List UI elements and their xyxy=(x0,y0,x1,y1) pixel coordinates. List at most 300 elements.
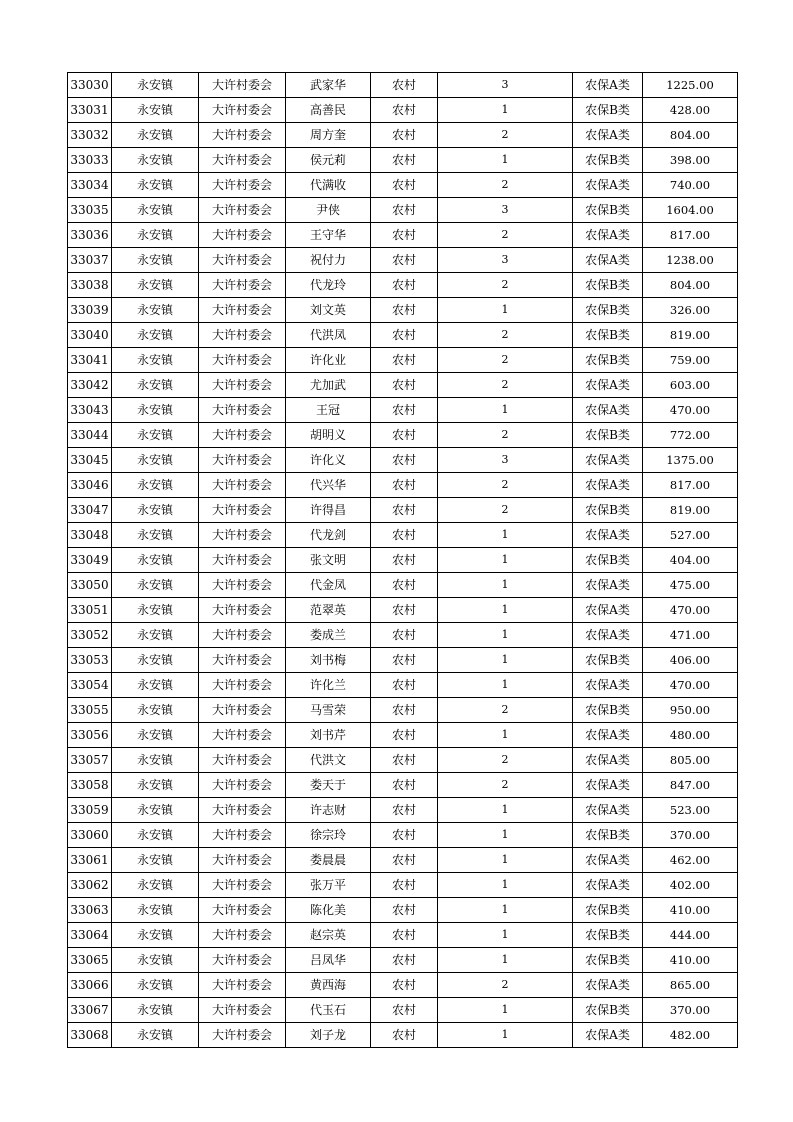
amount-cell: 740.00 xyxy=(643,173,738,198)
record-id-cell: 33065 xyxy=(68,948,112,973)
table-row xyxy=(68,98,738,123)
village-cell: 大许村委会 xyxy=(199,598,286,623)
name-cell: 许化兰 xyxy=(286,673,371,698)
amount-cell: 410.00 xyxy=(643,898,738,923)
category-cell: 农保B类 xyxy=(573,823,643,848)
table-row xyxy=(68,198,738,223)
category-cell: 农保A类 xyxy=(573,523,643,548)
amount-cell: 819.00 xyxy=(643,498,738,523)
count-cell: 1 xyxy=(438,948,573,973)
name-cell: 代洪凤 xyxy=(286,323,371,348)
area-type-cell: 农村 xyxy=(371,273,438,298)
town-cell: 永安镇 xyxy=(112,223,199,248)
record-id-cell: 33035 xyxy=(68,198,112,223)
town-cell: 永安镇 xyxy=(112,373,199,398)
table-row xyxy=(68,623,738,648)
table-row xyxy=(68,773,738,798)
village-cell: 大许村委会 xyxy=(199,273,286,298)
category-cell: 农保A类 xyxy=(573,373,643,398)
name-cell: 尤加武 xyxy=(286,373,371,398)
village-cell: 大许村委会 xyxy=(199,873,286,898)
category-cell: 农保B类 xyxy=(573,898,643,923)
area-type-cell: 农村 xyxy=(371,248,438,273)
record-id-cell: 33033 xyxy=(68,148,112,173)
record-id-cell: 33056 xyxy=(68,723,112,748)
name-cell: 刘子龙 xyxy=(286,1023,371,1048)
record-id-cell: 33067 xyxy=(68,998,112,1023)
table-row xyxy=(68,348,738,373)
area-type-cell: 农村 xyxy=(371,473,438,498)
table-row xyxy=(68,223,738,248)
record-id-cell: 33049 xyxy=(68,548,112,573)
count-cell: 2 xyxy=(438,173,573,198)
table-row xyxy=(68,748,738,773)
amount-cell: 370.00 xyxy=(643,823,738,848)
category-cell: 农保A类 xyxy=(573,398,643,423)
area-type-cell: 农村 xyxy=(371,598,438,623)
count-cell: 1 xyxy=(438,873,573,898)
name-cell: 刘书梅 xyxy=(286,648,371,673)
category-cell: 农保A类 xyxy=(573,573,643,598)
name-cell: 陈化美 xyxy=(286,898,371,923)
town-cell: 永安镇 xyxy=(112,323,199,348)
category-cell: 农保B类 xyxy=(573,148,643,173)
village-cell: 大许村委会 xyxy=(199,798,286,823)
table-row xyxy=(68,948,738,973)
area-type-cell: 农村 xyxy=(371,173,438,198)
category-cell: 农保A类 xyxy=(573,173,643,198)
amount-cell: 527.00 xyxy=(643,523,738,548)
area-type-cell: 农村 xyxy=(371,523,438,548)
record-id-cell: 33068 xyxy=(68,1023,112,1048)
record-id-cell: 33051 xyxy=(68,598,112,623)
count-cell: 2 xyxy=(438,373,573,398)
table-row xyxy=(68,648,738,673)
category-cell: 农保B类 xyxy=(573,323,643,348)
amount-cell: 428.00 xyxy=(643,98,738,123)
amount-cell: 1238.00 xyxy=(643,248,738,273)
table-row xyxy=(68,873,738,898)
count-cell: 1 xyxy=(438,848,573,873)
record-id-cell: 33040 xyxy=(68,323,112,348)
name-cell: 许化业 xyxy=(286,348,371,373)
count-cell: 3 xyxy=(438,198,573,223)
village-cell: 大许村委会 xyxy=(199,773,286,798)
village-cell: 大许村委会 xyxy=(199,323,286,348)
table-row xyxy=(68,998,738,1023)
table-row xyxy=(68,598,738,623)
village-cell: 大许村委会 xyxy=(199,748,286,773)
town-cell: 永安镇 xyxy=(112,298,199,323)
name-cell: 刘文英 xyxy=(286,298,371,323)
area-type-cell: 农村 xyxy=(371,823,438,848)
village-cell: 大许村委会 xyxy=(199,898,286,923)
amount-cell: 1225.00 xyxy=(643,73,738,98)
town-cell: 永安镇 xyxy=(112,698,199,723)
category-cell: 农保A类 xyxy=(573,848,643,873)
count-cell: 2 xyxy=(438,273,573,298)
village-cell: 大许村委会 xyxy=(199,123,286,148)
count-cell: 2 xyxy=(438,323,573,348)
name-cell: 娄成兰 xyxy=(286,623,371,648)
count-cell: 1 xyxy=(438,798,573,823)
name-cell: 许得昌 xyxy=(286,498,371,523)
count-cell: 1 xyxy=(438,523,573,548)
village-cell: 大许村委会 xyxy=(199,973,286,998)
count-cell: 2 xyxy=(438,748,573,773)
town-cell: 永安镇 xyxy=(112,948,199,973)
count-cell: 1 xyxy=(438,648,573,673)
village-cell: 大许村委会 xyxy=(199,98,286,123)
category-cell: 农保A类 xyxy=(573,73,643,98)
amount-cell: 847.00 xyxy=(643,773,738,798)
name-cell: 黄西海 xyxy=(286,973,371,998)
area-type-cell: 农村 xyxy=(371,673,438,698)
record-id-cell: 33037 xyxy=(68,248,112,273)
village-cell: 大许村委会 xyxy=(199,173,286,198)
town-cell: 永安镇 xyxy=(112,973,199,998)
count-cell: 1 xyxy=(438,998,573,1023)
count-cell: 3 xyxy=(438,73,573,98)
name-cell: 徐宗玲 xyxy=(286,823,371,848)
category-cell: 农保A类 xyxy=(573,248,643,273)
amount-cell: 470.00 xyxy=(643,673,738,698)
village-cell: 大许村委会 xyxy=(199,673,286,698)
record-id-cell: 33038 xyxy=(68,273,112,298)
category-cell: 农保B类 xyxy=(573,998,643,1023)
category-cell: 农保B类 xyxy=(573,698,643,723)
village-cell: 大许村委会 xyxy=(199,523,286,548)
village-cell: 大许村委会 xyxy=(199,448,286,473)
town-cell: 永安镇 xyxy=(112,573,199,598)
amount-cell: 817.00 xyxy=(643,223,738,248)
village-cell: 大许村委会 xyxy=(199,73,286,98)
area-type-cell: 农村 xyxy=(371,548,438,573)
table-row xyxy=(68,898,738,923)
town-cell: 永安镇 xyxy=(112,723,199,748)
village-cell: 大许村委会 xyxy=(199,623,286,648)
town-cell: 永安镇 xyxy=(112,423,199,448)
amount-cell: 817.00 xyxy=(643,473,738,498)
category-cell: 农保B类 xyxy=(573,648,643,673)
table-row xyxy=(68,523,738,548)
count-cell: 1 xyxy=(438,398,573,423)
count-cell: 1 xyxy=(438,548,573,573)
count-cell: 2 xyxy=(438,498,573,523)
table-row xyxy=(68,973,738,998)
area-type-cell: 农村 xyxy=(371,773,438,798)
table-row xyxy=(68,673,738,698)
record-id-cell: 33048 xyxy=(68,523,112,548)
category-cell: 农保B类 xyxy=(573,98,643,123)
amount-cell: 410.00 xyxy=(643,948,738,973)
table-row xyxy=(68,323,738,348)
area-type-cell: 农村 xyxy=(371,973,438,998)
area-type-cell: 农村 xyxy=(371,498,438,523)
name-cell: 武家华 xyxy=(286,73,371,98)
category-cell: 农保A类 xyxy=(573,873,643,898)
name-cell: 高善民 xyxy=(286,98,371,123)
category-cell: 农保A类 xyxy=(573,973,643,998)
table-row xyxy=(68,298,738,323)
category-cell: 农保B类 xyxy=(573,923,643,948)
count-cell: 2 xyxy=(438,223,573,248)
area-type-cell: 农村 xyxy=(371,373,438,398)
record-id-cell: 33052 xyxy=(68,623,112,648)
amount-cell: 1604.00 xyxy=(643,198,738,223)
amount-cell: 523.00 xyxy=(643,798,738,823)
village-cell: 大许村委会 xyxy=(199,848,286,873)
name-cell: 尹侠 xyxy=(286,198,371,223)
name-cell: 范翠英 xyxy=(286,598,371,623)
table-row xyxy=(68,423,738,448)
town-cell: 永安镇 xyxy=(112,1023,199,1048)
name-cell: 胡明义 xyxy=(286,423,371,448)
record-id-cell: 33031 xyxy=(68,98,112,123)
town-cell: 永安镇 xyxy=(112,823,199,848)
category-cell: 农保B类 xyxy=(573,948,643,973)
table-row xyxy=(68,248,738,273)
record-id-cell: 33057 xyxy=(68,748,112,773)
amount-cell: 480.00 xyxy=(643,723,738,748)
record-id-cell: 33046 xyxy=(68,473,112,498)
table-body xyxy=(68,73,738,1048)
village-cell: 大许村委会 xyxy=(199,398,286,423)
record-id-cell: 33055 xyxy=(68,698,112,723)
count-cell: 1 xyxy=(438,1023,573,1048)
area-type-cell: 农村 xyxy=(371,948,438,973)
name-cell: 吕凤华 xyxy=(286,948,371,973)
area-type-cell: 农村 xyxy=(371,448,438,473)
count-cell: 3 xyxy=(438,248,573,273)
category-cell: 农保A类 xyxy=(573,598,643,623)
count-cell: 2 xyxy=(438,473,573,498)
record-id-cell: 33041 xyxy=(68,348,112,373)
village-cell: 大许村委会 xyxy=(199,998,286,1023)
table-row xyxy=(68,848,738,873)
record-id-cell: 33053 xyxy=(68,648,112,673)
area-type-cell: 农村 xyxy=(371,123,438,148)
area-type-cell: 农村 xyxy=(371,873,438,898)
area-type-cell: 农村 xyxy=(371,423,438,448)
town-cell: 永安镇 xyxy=(112,873,199,898)
area-type-cell: 农村 xyxy=(371,223,438,248)
record-id-cell: 33036 xyxy=(68,223,112,248)
village-cell: 大许村委会 xyxy=(199,248,286,273)
name-cell: 马雪荣 xyxy=(286,698,371,723)
name-cell: 代兴华 xyxy=(286,473,371,498)
amount-cell: 326.00 xyxy=(643,298,738,323)
count-cell: 1 xyxy=(438,673,573,698)
category-cell: 农保A类 xyxy=(573,748,643,773)
town-cell: 永安镇 xyxy=(112,923,199,948)
record-id-cell: 33030 xyxy=(68,73,112,98)
table-row xyxy=(68,373,738,398)
town-cell: 永安镇 xyxy=(112,198,199,223)
record-id-cell: 33066 xyxy=(68,973,112,998)
record-id-cell: 33064 xyxy=(68,923,112,948)
village-cell: 大许村委会 xyxy=(199,648,286,673)
town-cell: 永安镇 xyxy=(112,248,199,273)
village-cell: 大许村委会 xyxy=(199,698,286,723)
table-row xyxy=(68,123,738,148)
town-cell: 永安镇 xyxy=(112,648,199,673)
village-cell: 大许村委会 xyxy=(199,548,286,573)
table-row xyxy=(68,173,738,198)
count-cell: 1 xyxy=(438,823,573,848)
name-cell: 周方奎 xyxy=(286,123,371,148)
category-cell: 农保A类 xyxy=(573,223,643,248)
count-cell: 2 xyxy=(438,348,573,373)
amount-cell: 406.00 xyxy=(643,648,738,673)
record-id-cell: 33032 xyxy=(68,123,112,148)
amount-cell: 444.00 xyxy=(643,923,738,948)
area-type-cell: 农村 xyxy=(371,1023,438,1048)
amount-cell: 804.00 xyxy=(643,273,738,298)
record-id-cell: 33062 xyxy=(68,873,112,898)
count-cell: 1 xyxy=(438,98,573,123)
town-cell: 永安镇 xyxy=(112,348,199,373)
village-cell: 大许村委会 xyxy=(199,198,286,223)
table-row xyxy=(68,273,738,298)
category-cell: 农保A类 xyxy=(573,123,643,148)
table-row xyxy=(68,498,738,523)
town-cell: 永安镇 xyxy=(112,148,199,173)
name-cell: 代龙玲 xyxy=(286,273,371,298)
village-cell: 大许村委会 xyxy=(199,348,286,373)
amount-cell: 603.00 xyxy=(643,373,738,398)
village-cell: 大许村委会 xyxy=(199,723,286,748)
record-id-cell: 33054 xyxy=(68,673,112,698)
table-row xyxy=(68,473,738,498)
area-type-cell: 农村 xyxy=(371,623,438,648)
amount-cell: 950.00 xyxy=(643,698,738,723)
count-cell: 1 xyxy=(438,573,573,598)
category-cell: 农保A类 xyxy=(573,723,643,748)
table-row xyxy=(68,823,738,848)
record-id-cell: 33045 xyxy=(68,448,112,473)
count-cell: 1 xyxy=(438,598,573,623)
record-id-cell: 33058 xyxy=(68,773,112,798)
village-cell: 大许村委会 xyxy=(199,923,286,948)
village-cell: 大许村委会 xyxy=(199,1023,286,1048)
name-cell: 娄晨晨 xyxy=(286,848,371,873)
area-type-cell: 农村 xyxy=(371,748,438,773)
town-cell: 永安镇 xyxy=(112,898,199,923)
amount-cell: 462.00 xyxy=(643,848,738,873)
town-cell: 永安镇 xyxy=(112,98,199,123)
count-cell: 1 xyxy=(438,148,573,173)
village-cell: 大许村委会 xyxy=(199,423,286,448)
count-cell: 3 xyxy=(438,448,573,473)
town-cell: 永安镇 xyxy=(112,448,199,473)
category-cell: 农保A类 xyxy=(573,773,643,798)
amount-cell: 470.00 xyxy=(643,598,738,623)
amount-cell: 482.00 xyxy=(643,1023,738,1048)
count-cell: 1 xyxy=(438,923,573,948)
area-type-cell: 农村 xyxy=(371,923,438,948)
area-type-cell: 农村 xyxy=(371,348,438,373)
name-cell: 代满收 xyxy=(286,173,371,198)
record-id-cell: 33059 xyxy=(68,798,112,823)
town-cell: 永安镇 xyxy=(112,548,199,573)
amount-cell: 471.00 xyxy=(643,623,738,648)
count-cell: 1 xyxy=(438,298,573,323)
record-id-cell: 33034 xyxy=(68,173,112,198)
name-cell: 许志财 xyxy=(286,798,371,823)
area-type-cell: 农村 xyxy=(371,298,438,323)
amount-cell: 475.00 xyxy=(643,573,738,598)
count-cell: 1 xyxy=(438,898,573,923)
town-cell: 永安镇 xyxy=(112,398,199,423)
town-cell: 永安镇 xyxy=(112,998,199,1023)
table-row xyxy=(68,723,738,748)
town-cell: 永安镇 xyxy=(112,123,199,148)
area-type-cell: 农村 xyxy=(371,798,438,823)
name-cell: 代龙剑 xyxy=(286,523,371,548)
count-cell: 2 xyxy=(438,773,573,798)
category-cell: 农保A类 xyxy=(573,798,643,823)
village-cell: 大许村委会 xyxy=(199,148,286,173)
category-cell: 农保B类 xyxy=(573,298,643,323)
table-row xyxy=(68,923,738,948)
amount-cell: 1375.00 xyxy=(643,448,738,473)
village-cell: 大许村委会 xyxy=(199,473,286,498)
area-type-cell: 农村 xyxy=(371,198,438,223)
name-cell: 代玉石 xyxy=(286,998,371,1023)
category-cell: 农保B类 xyxy=(573,273,643,298)
town-cell: 永安镇 xyxy=(112,473,199,498)
name-cell: 代金凤 xyxy=(286,573,371,598)
area-type-cell: 农村 xyxy=(371,398,438,423)
record-id-cell: 33050 xyxy=(68,573,112,598)
area-type-cell: 农村 xyxy=(371,698,438,723)
count-cell: 2 xyxy=(438,973,573,998)
name-cell: 王冠 xyxy=(286,398,371,423)
table-row xyxy=(68,1023,738,1048)
amount-cell: 398.00 xyxy=(643,148,738,173)
category-cell: 农保A类 xyxy=(573,673,643,698)
area-type-cell: 农村 xyxy=(371,573,438,598)
village-cell: 大许村委会 xyxy=(199,223,286,248)
table-row xyxy=(68,798,738,823)
name-cell: 娄天于 xyxy=(286,773,371,798)
category-cell: 农保A类 xyxy=(573,1023,643,1048)
area-type-cell: 农村 xyxy=(371,723,438,748)
record-id-cell: 33060 xyxy=(68,823,112,848)
category-cell: 农保A类 xyxy=(573,448,643,473)
amount-cell: 404.00 xyxy=(643,548,738,573)
town-cell: 永安镇 xyxy=(112,848,199,873)
table-row xyxy=(68,448,738,473)
village-cell: 大许村委会 xyxy=(199,823,286,848)
category-cell: 农保B类 xyxy=(573,423,643,448)
name-cell: 刘书芹 xyxy=(286,723,371,748)
table-row xyxy=(68,548,738,573)
town-cell: 永安镇 xyxy=(112,798,199,823)
name-cell: 许化义 xyxy=(286,448,371,473)
amount-cell: 865.00 xyxy=(643,973,738,998)
category-cell: 农保A类 xyxy=(573,473,643,498)
village-cell: 大许村委会 xyxy=(199,573,286,598)
village-cell: 大许村委会 xyxy=(199,298,286,323)
name-cell: 王守华 xyxy=(286,223,371,248)
name-cell: 张文明 xyxy=(286,548,371,573)
category-cell: 农保B类 xyxy=(573,498,643,523)
record-id-cell: 33047 xyxy=(68,498,112,523)
table-row xyxy=(68,573,738,598)
town-cell: 永安镇 xyxy=(112,73,199,98)
